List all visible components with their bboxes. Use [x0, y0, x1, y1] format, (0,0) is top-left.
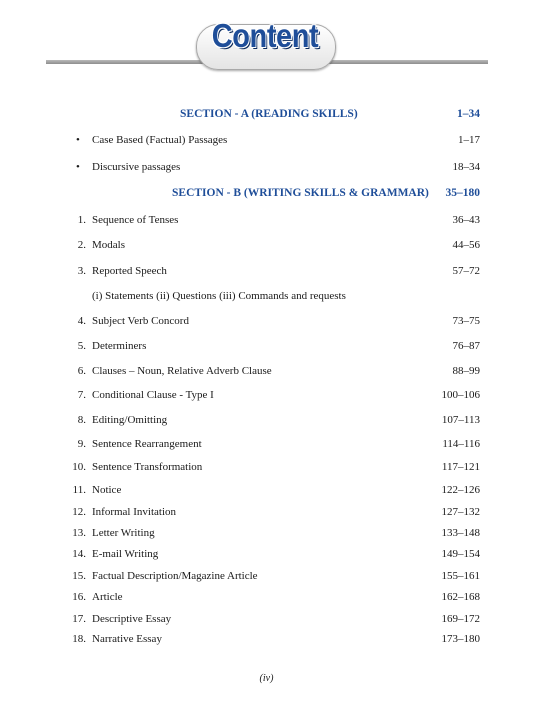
toc-subentry-label: (i) Statements (ii) Questions (iii) Commands and requests	[92, 290, 346, 302]
toc-entry-label: Case Based (Factual) Passages	[92, 134, 228, 146]
section-a-pages: 1–34	[457, 108, 480, 120]
entry-number: 15.	[72, 570, 86, 582]
toc-entry-label: Determiners	[92, 340, 147, 352]
toc-entry-label: Editing/Omitting	[92, 414, 168, 426]
entry-number: 2.	[77, 239, 86, 251]
section-b-heading	[0, 184, 533, 202]
toc-entry-label: Article	[92, 591, 123, 603]
toc-entry	[0, 588, 533, 606]
toc-entry-label: Informal Invitation	[92, 506, 177, 518]
entry-number: 17.	[72, 613, 86, 625]
toc-entry	[0, 610, 533, 628]
toc-entry-label: Sentence Transformation	[92, 461, 203, 473]
toc-entry-label: Conditional Clause - Type I	[92, 389, 214, 401]
toc-entry-label: Sentence Rearrangement	[92, 438, 202, 450]
page-header	[0, 0, 533, 80]
toc-entry-pages: 173–180	[441, 633, 480, 645]
entry-number: 5.	[77, 340, 86, 352]
toc-entry-label: Reported Speech	[92, 265, 167, 277]
section-a-label: SECTION - A (READING SKILLS)	[180, 108, 358, 120]
toc-entry	[0, 411, 533, 429]
toc-entry	[0, 312, 533, 330]
toc-entry-pages: 100–106	[441, 389, 480, 401]
toc-entry-pages: 36–43	[452, 214, 480, 226]
toc-entry	[0, 236, 533, 254]
entry-number: 11.	[72, 484, 86, 496]
toc-entry-pages: 149–154	[441, 548, 480, 560]
toc-entry-pages: 73–75	[452, 315, 480, 327]
toc-entry-pages: 169–172	[441, 613, 480, 625]
page-number: (iv)	[259, 673, 274, 684]
section-b-label: SECTION - B (WRITING SKILLS & GRAMMAR)	[172, 187, 429, 199]
toc-entry-pages: 44–56	[452, 239, 480, 251]
entry-number: 1.	[77, 214, 86, 226]
toc-entry-label: Descriptive Essay	[92, 613, 172, 625]
toc-entry-label: Modals	[92, 239, 125, 251]
toc-entry-label: Sequence of Tenses	[92, 214, 179, 226]
entry-number: 3.	[77, 265, 86, 277]
toc-entry	[0, 337, 533, 355]
toc-entry-pages: 117–121	[441, 461, 480, 473]
toc-entry-pages: 1–17	[458, 134, 480, 146]
toc-entry	[0, 262, 533, 280]
toc-entry-pages: 107–113	[441, 414, 480, 426]
toc-entry	[0, 131, 533, 149]
bullet: •	[76, 161, 80, 173]
toc-entry	[0, 545, 533, 563]
toc-entry-pages: 18–34	[452, 161, 480, 173]
toc-entry-label: Notice	[92, 484, 122, 496]
entry-number: 13.	[72, 527, 86, 539]
toc-entry	[0, 158, 533, 176]
entry-number: 14.	[72, 548, 86, 560]
page-title: Content	[211, 17, 319, 54]
toc-entry-label: Subject Verb Concord	[92, 315, 189, 327]
toc-entry-label: Factual Description/Magazine Article	[92, 570, 258, 582]
toc-entry-pages: 122–126	[441, 484, 480, 496]
entry-number: 6.	[77, 365, 86, 377]
entry-number: 8.	[77, 414, 86, 426]
toc-entry	[0, 567, 533, 585]
toc-subentry	[0, 287, 533, 305]
toc-entry	[0, 481, 533, 499]
toc-entry-label: Clauses – Noun, Relative Adverb Clause	[92, 365, 272, 377]
toc-entry-pages: 76–87	[452, 340, 480, 352]
toc-entry	[0, 503, 533, 521]
entry-number: 18.	[72, 633, 86, 645]
toc-entry-pages: 88–99	[452, 365, 480, 377]
entry-number: 12.	[72, 506, 86, 518]
section-a-heading	[0, 105, 533, 123]
section-b-pages: 35–180	[445, 187, 480, 199]
toc-entry	[0, 386, 533, 404]
toc-entry-label: E-mail Writing	[92, 548, 159, 560]
toc-entry-label: Narrative Essay	[92, 633, 162, 645]
toc-entry-pages: 127–132	[441, 506, 480, 518]
toc-entry	[0, 630, 533, 648]
toc-entry	[0, 435, 533, 453]
entry-number: 4.	[77, 315, 86, 327]
toc-entry-pages: 133–148	[441, 527, 480, 539]
entry-number: 10.	[72, 461, 86, 473]
toc-entry	[0, 458, 533, 476]
toc-entry-pages: 57–72	[452, 265, 480, 277]
toc-entry-label: Letter Writing	[92, 527, 155, 539]
entry-number: 7.	[77, 389, 86, 401]
entry-number: 16.	[72, 591, 86, 603]
toc-entry-pages: 114–116	[442, 438, 480, 450]
toc-entry	[0, 362, 533, 380]
toc-entry-pages: 155–161	[441, 570, 480, 582]
toc-entry	[0, 211, 533, 229]
toc-entry-label: Discursive passages	[92, 161, 181, 173]
toc-entry	[0, 524, 533, 542]
entry-number: 9.	[77, 438, 86, 450]
bullet: •	[76, 134, 80, 146]
toc-entry-pages: 162–168	[441, 591, 480, 603]
